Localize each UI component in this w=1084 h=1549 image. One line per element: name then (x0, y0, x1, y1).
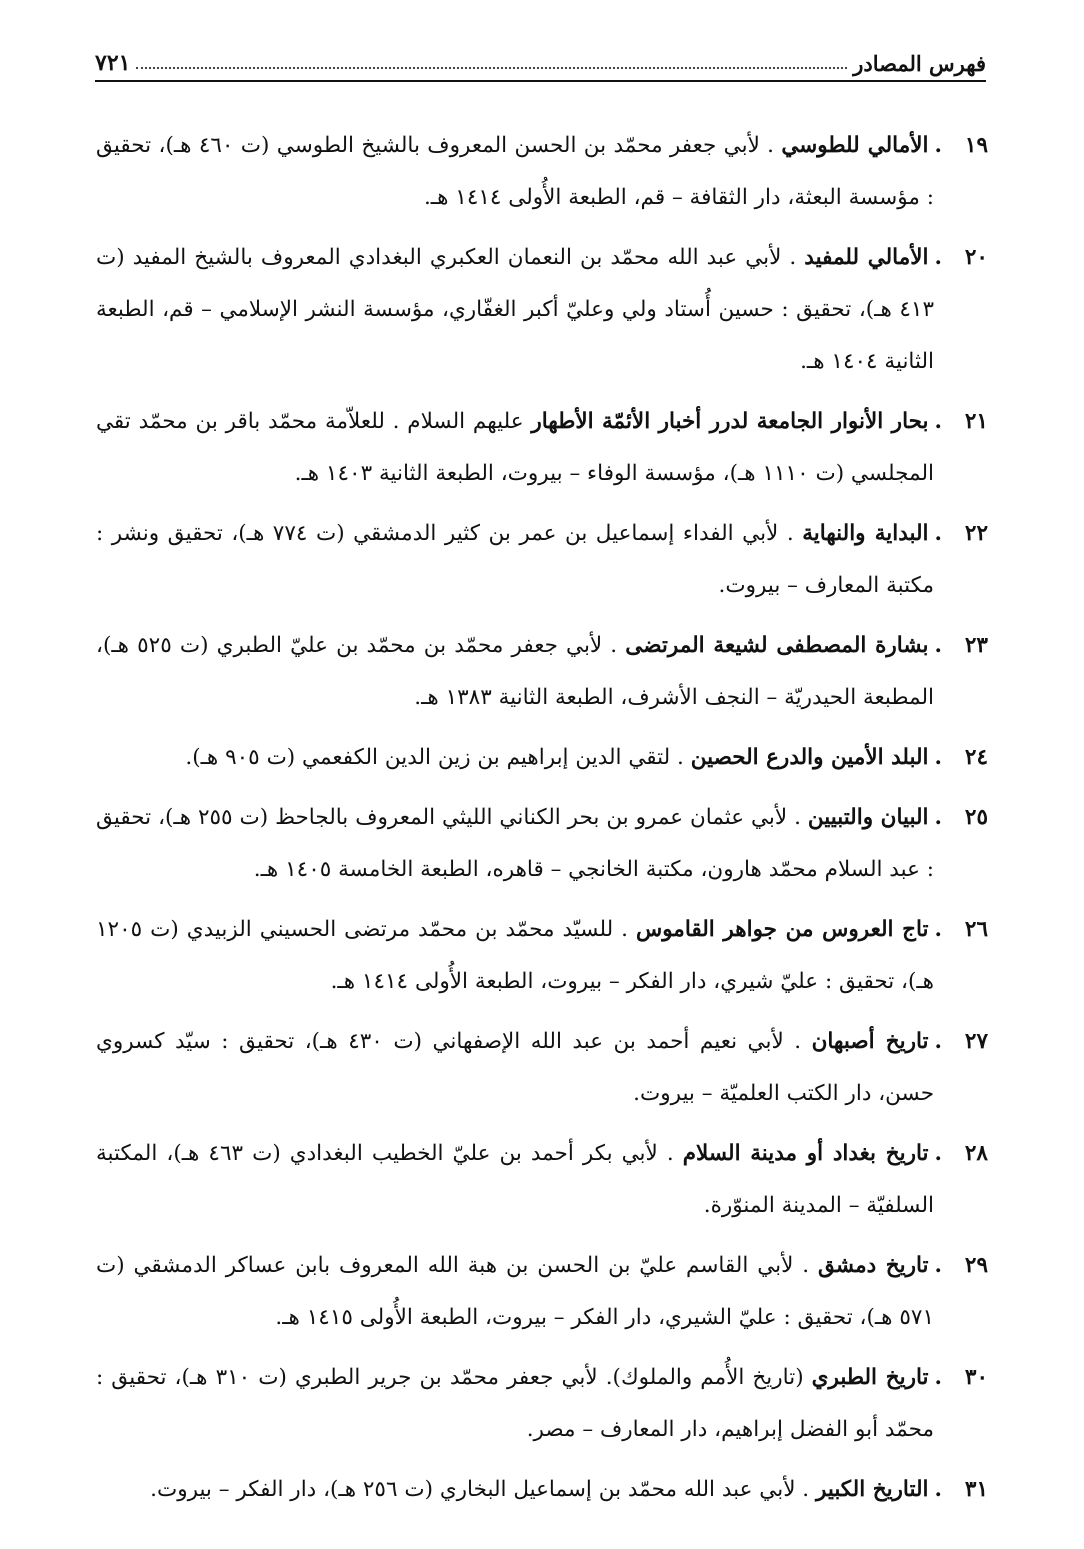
entry-title: التاريخ الكبير (815, 1477, 929, 1502)
entry-title: البيان والتبيين (807, 805, 929, 830)
entry-title: بشارة المصطفى لشيعة المرتضى (625, 633, 929, 658)
entry-title: تاج العروس من جواهر القاموس (635, 917, 929, 942)
entry-number: ٢٤ (964, 745, 988, 770)
bibliography-entry: ٢٤.البلد الأمين والدرع الحصين . لتقي الدين إبراهيم بن زين الدين الكفعمي (ت ٩٠٥ هـ). (96, 732, 988, 784)
entry-text: . لأبي جعفر محمّد بن محمّد بن عليّ الطبري (ت ٥٢٥ هـ)، المطبعة الحيدريّة – النجف الأشرف، الطبعة الثانية ١٣٨٣ هـ. (96, 633, 934, 710)
entry-number: ٣١ (964, 1477, 988, 1502)
entry-number: ٢٩ (964, 1253, 988, 1278)
bibliography-entry: ٢٥.البيان والتبيين . لأبي عثمان عمرو بن بحر الكناني الليثي المعروف بالجاحظ (ت ٢٥٥ هـ)، تحقيق : عبد السلام محمّد هارون، مكتبة الخانجي – قاهره، الطبعة الخامسة ١٤٠٥ هـ. (96, 792, 988, 896)
entry-number: ٢١ (964, 409, 988, 434)
entry-title: تاريخ الطبري (811, 1365, 929, 1390)
entry-title: الأمالي للمفيد (804, 245, 929, 270)
bibliography-list (96, 120, 988, 1524)
entry-text: . لأبي عبد الله محمّد بن النعمان العكبري البغدادي المعروف بالشيخ المفيد (ت ٤١٣ هـ)، تحقيق : حسين أُستاد ولي وعليّ أكبر الغفّاري، مؤسسة النشر الإسلامي – قم، الطبعة الثانية ١٤٠٤ هـ. (96, 245, 934, 374)
entry-text: . لتقي الدين إبراهيم بن زين الدين الكفعمي (ت ٩٠٥ هـ). (185, 745, 684, 770)
bibliography-entry: ٢٢.البداية والنهاية . لأبي الفداء إسماعيل بن عمر بن كثير الدمشقي (ت ٧٧٤ هـ)، تحقيق ونشر : مكتبة المعارف – بيروت. (96, 508, 988, 612)
entry-title: البلد الأمين والدرع الحصين (690, 745, 929, 770)
bibliography-entry: ٣٠.تاريخ الطبري (تاريخ الأُمم والملوك). لأبي جعفر محمّد بن جرير الطبري (ت ٣١٠ هـ)، تحقيق : محمّد أبو الفضل إبراهيم، دار المعارف – مصر. (96, 1352, 988, 1456)
entry-text: . لأبي القاسم عليّ بن الحسن بن هبة الله المعروف بابن عساكر الدمشقي (ت ٥٧١ هـ)، تحقيق : عليّ الشيري، دار الفكر – بيروت، الطبعة الأُولى ١٤١٥ هـ. (96, 1253, 934, 1330)
entry-number: ١٩ (964, 133, 988, 158)
entry-text: عليهم السلام . للعلاّمة محمّد باقر بن محمّد تقي المجلسي (ت ١١١٠ هـ)، مؤسسة الوفاء – بيروت، الطبعة الثانية ١٤٠٣ هـ. (96, 409, 934, 486)
entry-text: . لأبي عثمان عمرو بن بحر الكناني الليثي المعروف بالجاحظ (ت ٢٥٥ هـ)، تحقيق : عبد السلام محمّد هارون، مكتبة الخانجي – قاهره، الطبعة الخامسة ١٤٠٥ هـ. (96, 805, 934, 882)
entry-number: ٢٥ (964, 805, 988, 830)
bibliography-entry: ٢٨.تاريخ بغداد أو مدينة السلام . لأبي بكر أحمد بن عليّ الخطيب البغدادي (ت ٤٦٣ هـ)، المكتبة السلفيّة – المدينة المنوّرة. (96, 1128, 988, 1232)
bibliography-entry: ٢٧.تاريخ أصبهان . لأبي نعيم أحمد بن عبد الله الإصفهاني (ت ٤٣٠ هـ)، تحقيق : سيّد كسروي حسن، دار الكتب العلميّة – بيروت. (96, 1016, 988, 1120)
entry-text: . للسيّد محمّد بن محمّد مرتضى الحسيني الزبيدي (ت ١٢٠٥ هـ)، تحقيق : عليّ شيري، دار الفكر – بيروت، الطبعة الأُولى ١٤١٤ هـ. (96, 917, 934, 994)
entry-text: (تاريخ الأُمم والملوك). لأبي جعفر محمّد بن جرير الطبري (ت ٣١٠ هـ)، تحقيق : محمّد أبو الفضل إبراهيم، دار المعارف – مصر. (96, 1365, 934, 1442)
entry-title: تاريخ بغداد أو مدينة السلام (682, 1141, 929, 1166)
entry-text: . لأبي الفداء إسماعيل بن عمر بن كثير الدمشقي (ت ٧٧٤ هـ)، تحقيق ونشر : مكتبة المعارف – بيروت. (96, 521, 934, 598)
entry-text: . لأبي عبد الله محمّد بن إسماعيل البخاري (ت ٢٥٦ هـ)، دار الفكر – بيروت. (150, 1477, 810, 1502)
entry-number: ٢٢ (964, 521, 988, 546)
entry-text: . لأبي جعفر محمّد بن الحسن المعروف بالشيخ الطوسي (ت ٤٦٠ هـ)، تحقيق : مؤسسة البعثة، دار الثقافة – قم، الطبعة الأُولى ١٤١٤ هـ. (96, 133, 934, 210)
entry-title: البداية والنهاية (802, 521, 929, 546)
page-number: ٧٢١ (95, 50, 131, 76)
entry-number: ٢٦ (964, 917, 989, 942)
bibliography-entry: ٣١.التاريخ الكبير . لأبي عبد الله محمّد بن إسماعيل البخاري (ت ٢٥٦ هـ)، دار الفكر – بيروت. (96, 1464, 988, 1516)
entry-number: ٢٧ (964, 1029, 989, 1054)
entry-number: ٣٠ (964, 1365, 989, 1390)
running-header (95, 40, 986, 82)
entry-title: تاريخ دمشق (817, 1253, 929, 1278)
entry-text: . لأبي نعيم أحمد بن عبد الله الإصفهاني (ت ٤٣٠ هـ)، تحقيق : سيّد كسروي حسن، دار الكتب العلميّة – بيروت. (96, 1029, 934, 1106)
entry-text: . لأبي بكر أحمد بن عليّ الخطيب البغدادي (ت ٤٦٣ هـ)، المكتبة السلفيّة – المدينة المنوّرة. (96, 1141, 934, 1218)
entry-title: بحار الأنوار الجامعة لدرر أخبار الأئمّة الأطهار (531, 409, 929, 434)
bibliography-entry: ١٩.الأمالي للطوسي . لأبي جعفر محمّد بن الحسن المعروف بالشيخ الطوسي (ت ٤٦٠ هـ)، تحقيق : مؤسسة البعثة، دار الثقافة – قم، الطبعة الأُولى ١٤١٤ هـ. (96, 120, 988, 224)
entry-number: ٢٠ (964, 245, 988, 270)
entry-title: تاريخ أصبهان (811, 1029, 929, 1054)
bibliography-entry: ٢٩.تاريخ دمشق . لأبي القاسم عليّ بن الحسن بن هبة الله المعروف بابن عساكر الدمشقي (ت ٥٧١ هـ)، تحقيق : عليّ الشيري، دار الفكر – بيروت، الطبعة الأُولى ١٤١٥ هـ. (96, 1240, 988, 1344)
bibliography-entry: ٢٣.بشارة المصطفى لشيعة المرتضى . لأبي جعفر محمّد بن محمّد بن عليّ الطبري (ت ٥٢٥ هـ)، المطبعة الحيدريّة – النجف الأشرف، الطبعة الثانية ١٣٨٣ هـ. (96, 620, 988, 724)
bibliography-entry: ٢٦.تاج العروس من جواهر القاموس . للسيّد محمّد بن محمّد مرتضى الحسيني الزبيدي (ت ١٢٠٥ هـ)، تحقيق : عليّ شيري، دار الفكر – بيروت، الطبعة الأُولى ١٤١٤ هـ. (96, 904, 988, 1008)
header-dot-leader (136, 67, 847, 69)
header-title: فهرس المصادر (853, 51, 986, 76)
bibliography-entry: ٢٠.الأمالي للمفيد . لأبي عبد الله محمّد بن النعمان العكبري البغدادي المعروف بالشيخ المفيد (ت ٤١٣ هـ)، تحقيق : حسين أُستاد ولي وعليّ أكبر الغفّاري، مؤسسة النشر الإسلامي – قم، الطبعة الثانية ١٤٠٤ هـ. (96, 232, 988, 388)
bibliography-entry: ٢١.بحار الأنوار الجامعة لدرر أخبار الأئمّة الأطهار عليهم السلام . للعلاّمة محمّد باقر بن محمّد تقي المجلسي (ت ١١١٠ هـ)، مؤسسة الوفاء – بيروت، الطبعة الثانية ١٤٠٣ هـ. (96, 396, 988, 500)
entry-number: ٢٣ (964, 633, 988, 658)
entry-number: ٢٨ (964, 1141, 988, 1166)
entry-title: الأمالي للطوسي (781, 133, 929, 158)
